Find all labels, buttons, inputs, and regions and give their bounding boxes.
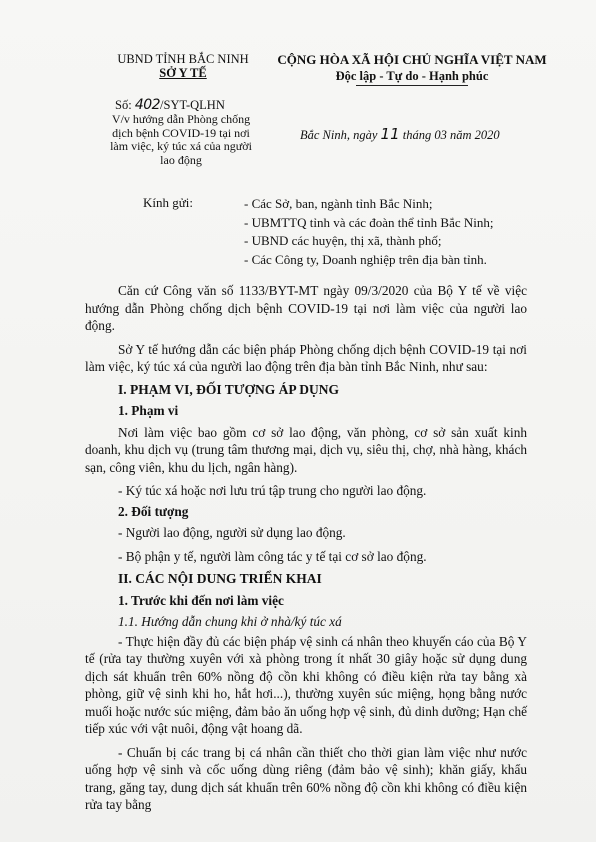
subsection-heading-before-work: 1. Trước khi đến nơi làm việc bbox=[118, 592, 284, 608]
subsection-heading-scope: 1. Phạm vi bbox=[118, 403, 179, 418]
date-day-handwritten: 11 bbox=[380, 125, 400, 143]
recipient-item: - Các Sở, ban, ngành tỉnh Bắc Ninh; bbox=[244, 196, 433, 211]
document-number bbox=[115, 97, 225, 113]
scope-item-dormitory: - Ký túc xá hoặc nơi lưu trú tập trung cho người lao động. bbox=[118, 483, 427, 498]
recipient-item: - UBND các huyện, thị xã, thành phố; bbox=[244, 233, 442, 248]
section-heading-scope: I. PHẠM VI, ĐỐI TƯỢNG ÁP DỤNG bbox=[118, 381, 340, 397]
doc-number-suffix: /SYT-QLHN bbox=[160, 98, 225, 112]
doc-number-handwritten: 402 bbox=[134, 97, 161, 113]
recipient-item: - Các Công ty, Doanh nghiệp trên địa bàn tỉnh. bbox=[244, 251, 487, 267]
issuer-block bbox=[108, 52, 258, 80]
section-heading-implementation: II. CÁC NỘI DUNG TRIỂN KHAI bbox=[118, 571, 322, 586]
issuer-org: UBND TỈNH BẮC NINH bbox=[117, 52, 249, 66]
subject-item-medical: - Bộ phận y tế, người làm công tác y tế tại cơ sở lao động. bbox=[118, 548, 427, 564]
issuer-dept: SỞ Y TẾ bbox=[159, 66, 207, 80]
subsubsection-heading-at-home: 1.1. Hướng dẫn chung khi ở nhà/ký túc xá bbox=[118, 614, 342, 629]
document-body bbox=[85, 282, 527, 814]
recipient-item: - UBMTTQ tỉnh và các đoàn thể tỉnh Bắc Ninh; bbox=[244, 214, 494, 230]
document-date bbox=[300, 125, 500, 143]
nation-title: CỘNG HÒA XÃ HỘI CHỦ NGHĨA VIỆT NAM bbox=[277, 52, 547, 67]
legal-basis-paragraph: Căn cứ Công văn số 1133/BYT-MT ngày 09/3/2020 của Bộ Y tế về việc hướng dẫn Phòng chống dịch bệnh COVID-19 tại nơi làm việc của người lao động. bbox=[85, 283, 527, 333]
recipients-list bbox=[244, 195, 493, 269]
scope-paragraph: Nơi làm việc bao gồm cơ sở lao động, văn phòng, cơ sở sản xuất kinh doanh, khu dịch vụ (trung tâm thương mại, dịch vụ, siêu thị, chợ, nhà hàng, khách sạn, công viên, khu du lịch, ngân hàng). bbox=[85, 424, 527, 475]
recipients-label: Kính gửi: bbox=[143, 195, 194, 210]
intro-paragraph: Sở Y tế hướng dẫn các biện pháp Phòng chống dịch bệnh COVID-19 tại nơi làm việc, ký túc xá của người lao động trên địa bàn tỉnh Bắc Ninh, như sau: bbox=[85, 341, 527, 374]
subject-item-workers: - Người lao động, người sử dụng lao động. bbox=[118, 525, 346, 540]
document-subject: V/v hướng dẫn Phòng chống dịch bệnh COVID-19 tại nơi làm việc, ký túc xá của người lao động bbox=[110, 112, 252, 167]
date-prefix: Bắc Ninh, ngày bbox=[300, 128, 381, 142]
date-suffix: tháng 03 năm 2020 bbox=[399, 128, 500, 142]
subsection-heading-subjects: 2. Đối tượng bbox=[118, 503, 189, 519]
doc-number-prefix: Số: bbox=[115, 98, 135, 112]
national-header bbox=[262, 52, 562, 84]
motto: Độc lập - Tự do - Hạnh phúc bbox=[335, 69, 489, 83]
hygiene-paragraph: - Thực hiện đầy đủ các biện pháp vệ sinh cá nhân theo khuyến cáo của Bộ Y tế (rửa tay thường xuyên với xà phòng trong ít nhất 30 giây hoặc sử dụng dung dịch sát khuẩn trên 60% nồng độ cồn khi không có điều kiện rửa tay bằng xà phòng, giữ vệ sinh khi ho, hắt hơi...), thường xuyên súc miệng, họng bằng nước muối hoặc nước súc miệng, đảm bảo ăn uống hợp vệ sinh, đủ dinh dưỡng; Hạn chế tiếp xúc với vật nuôi, động vật hoang dã. bbox=[85, 633, 527, 736]
equipment-paragraph: - Chuẩn bị các trang bị cá nhân cần thiết cho thời gian làm việc như nước uống hợp vệ sinh và cốc uống dùng riêng (đảm bảo vệ sinh); khăn giấy, khẩu trang, găng tay, dung dịch sát khuẩn trên 60% nồng độ cồn khi không có điều kiện rửa tay bằng bbox=[85, 744, 527, 812]
motto-underline bbox=[356, 85, 468, 86]
